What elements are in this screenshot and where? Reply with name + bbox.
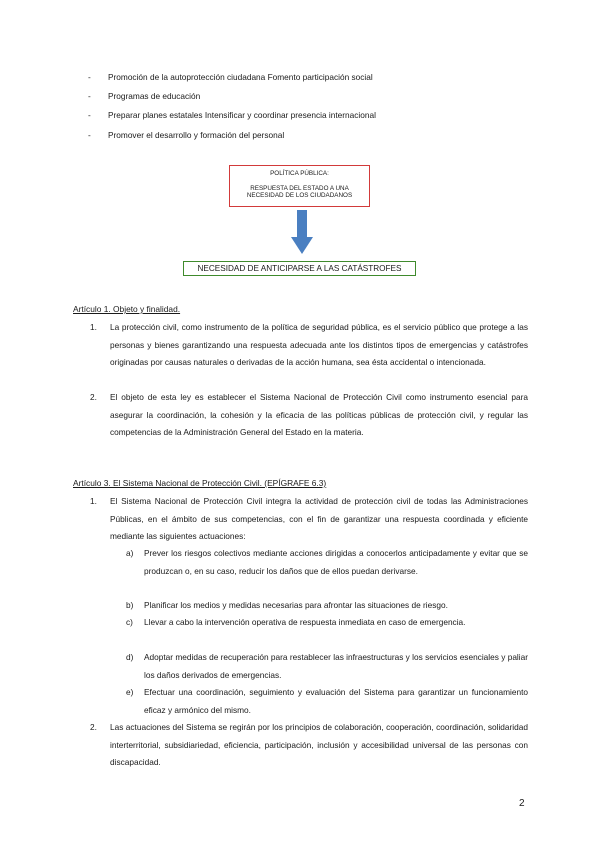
item-text: Las actuaciones del Sistema se regirán por los principios de colaboración, cooperación, coordinación, solidaridad interterritorial, subsidiariedad, eficiencia, participación, inclusión y accesibilidad universal de las personas con discapacidad. xyxy=(110,722,528,767)
article-3-item xyxy=(90,719,528,772)
subitem-text: Planificar los medios y medidas necesarias para afrontar las situaciones de riesgo. xyxy=(144,600,448,610)
subitem-letter: b) xyxy=(126,600,134,610)
article-1-title: Artículo 1. Objeto y finalidad. xyxy=(73,304,181,314)
subitem-letter: c) xyxy=(126,617,133,627)
subitem-text: Prever los riesgos colectivos mediante acciones dirigidas a conocerlos anticipadamente y evitar que se produzcan o, en su caso, reducir los daños que de ellos puedan derivarse. xyxy=(144,548,528,576)
subitem-text: Adoptar medidas de recuperación para restablecer las infraestructuras y los servicios esenciales y paliar los daños derivados de emergencias. xyxy=(144,652,528,680)
article-3-item xyxy=(90,493,528,546)
bullet-text: Promoción de la autoprotección ciudadana Fomento participación social xyxy=(108,72,373,82)
policy-heading: POLÍTICA PÚBLICA: xyxy=(270,170,329,177)
bullet-marker: - xyxy=(88,129,91,140)
policy-box xyxy=(229,165,370,207)
item-number: 1. xyxy=(90,322,97,332)
item-number: 1. xyxy=(90,496,97,506)
article-3-subitem xyxy=(126,649,528,684)
article-3-subitem xyxy=(126,545,528,580)
subitem-text: Efectuar una coordinación, seguimiento y evaluación del Sistema para garantizar un funcionamiento eficaz y armónico del mismo. xyxy=(144,687,528,715)
bullet-marker: - xyxy=(88,91,91,102)
policy-line: RESPUESTA DEL ESTADO A UNA xyxy=(250,184,349,192)
subitem-text: Llevar a cabo la intervención operativa de respuesta inmediata en caso de emergencia. xyxy=(144,617,466,627)
bullet-item xyxy=(88,110,528,121)
need-label: NECESIDAD DE ANTICIPARSE A LAS CATÁSTROFES xyxy=(197,264,402,273)
down-arrow-icon xyxy=(291,210,313,254)
bullet-list xyxy=(88,72,528,149)
bullet-text: Promover el desarrollo y formación del personal xyxy=(108,129,285,140)
article-1-item xyxy=(90,319,528,372)
bullet-item xyxy=(88,91,528,102)
bullet-item xyxy=(88,130,528,141)
subitem-letter: a) xyxy=(126,548,134,558)
subitem-letter: e) xyxy=(126,687,134,697)
bullet-text: Programas de educación xyxy=(108,91,201,102)
item-number: 2. xyxy=(90,392,97,402)
need-box xyxy=(183,261,416,276)
page-number: 2 xyxy=(519,798,525,809)
policy-line: NECESIDAD DE LOS CIUDADANOS xyxy=(246,192,353,200)
article-3-subitem xyxy=(126,597,528,615)
bullet-text: Preparar planes estatales Intensificar y coordinar presencia internacional xyxy=(108,110,376,121)
subitem-letter: d) xyxy=(126,652,134,662)
item-text: El objeto de esta ley es establecer el Sistema Nacional de Protección Civil como instrumento esencial para asegurar la coordinación, la cohesión y la eficacia de las políticas públicas de protección civil, y regular las competencias de la Administración General del Estado en la materia. xyxy=(110,392,528,437)
item-number: 2. xyxy=(90,722,97,732)
article-3-subitem xyxy=(126,684,528,719)
article-3-title: Artículo 3. El Sistema Nacional de Protección Civil. (EPÍGRAFE 6.3) xyxy=(73,478,327,488)
item-text: La protección civil, como instrumento de la política de seguridad pública, es el servicio público que protege a las personas y bienes garantizando una respuesta adecuada ante los distintos tipos de emergencias y catástrofes originadas por causas naturales o derivadas de la acción humana, sea ésta accidental o intencionada. xyxy=(110,322,528,367)
item-text: El Sistema Nacional de Protección Civil integra la actividad de protección civil de todas las Administraciones Públicas, en el ámbito de sus competencias, con el fin de garantizar una respuesta coordinada y eficiente mediante las siguientes actuaciones: xyxy=(110,496,528,541)
bullet-marker: - xyxy=(88,72,91,82)
article-3-subitem xyxy=(126,614,528,632)
bullet-item xyxy=(88,72,528,83)
article-1-item xyxy=(90,389,528,442)
bullet-marker: - xyxy=(88,110,91,121)
